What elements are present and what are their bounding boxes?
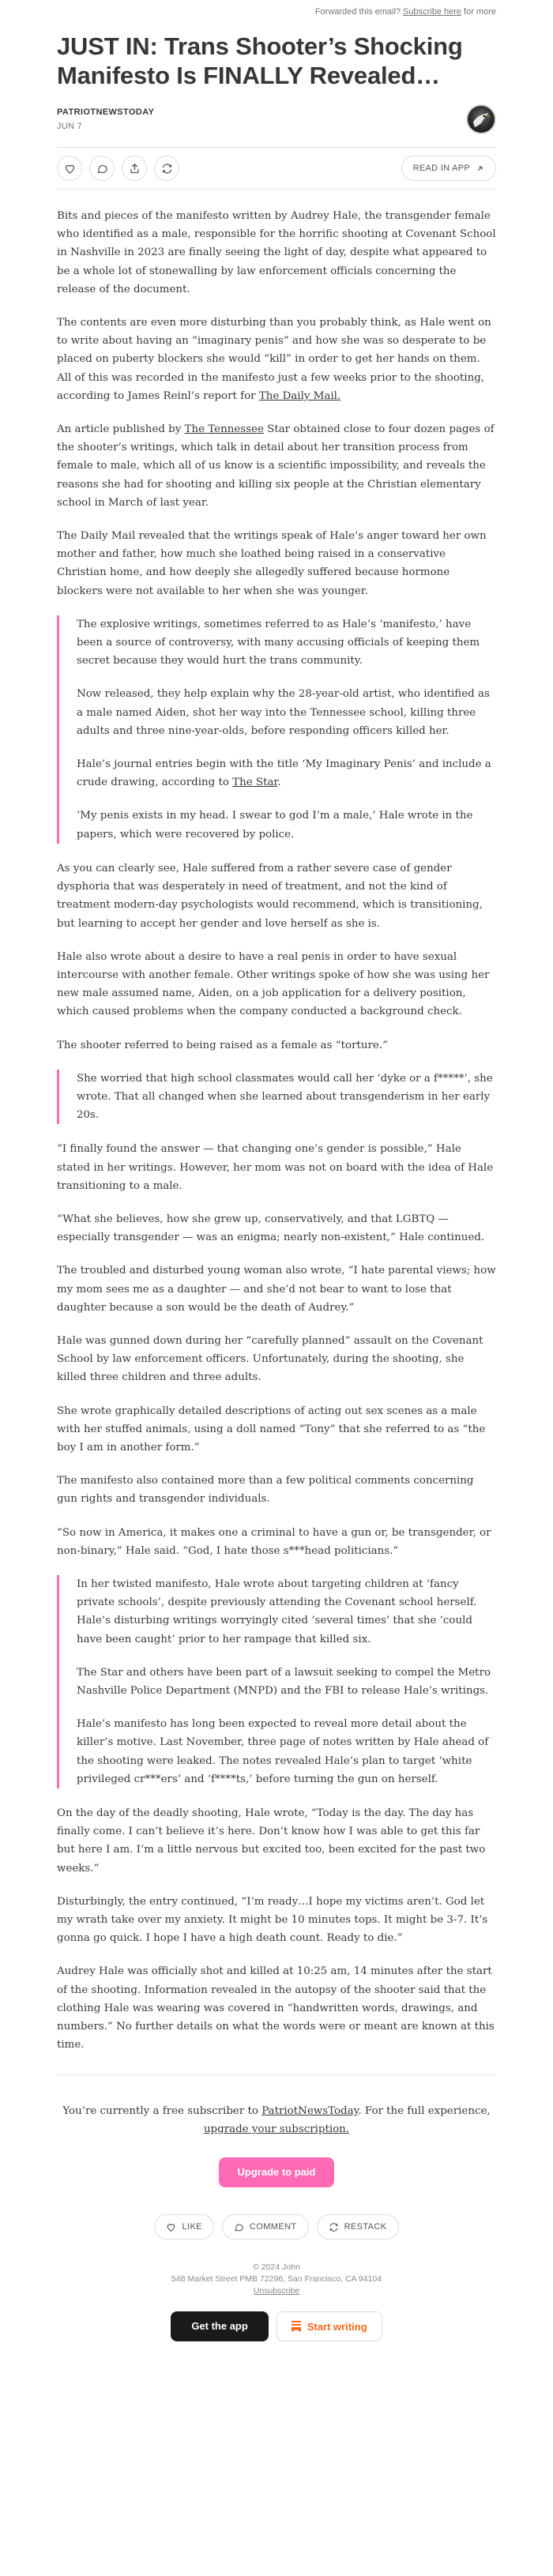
- paragraph: As you can clearly see, Hale suffered from a rather severe case of gender dysphoria that was desperately in need of treatment, and not the kind of treatment modern-day psychologists would recommend, which is transitioning, but learning to accept her gender and love herself as she is.: [57, 862, 483, 930]
- post-date: JUN 7: [57, 122, 83, 131]
- quote-paragraph: Hale’s journal entries begin with the title ‘My Imaginary Penis’ and include a crude drawing, according to The Star.: [77, 758, 491, 789]
- paragraph-text: An article published by: [57, 423, 182, 436]
- paragraph: The troubled and disturbed young woman also wrote, “I hate parental views; how my mom sees me as a daughter — and she’d not bear to want to lose that daughter because a son would be the death of Audrey.”: [57, 1265, 496, 1314]
- publication-link[interactable]: PatriotNewsToday: [261, 2105, 359, 2118]
- paragraph: Hale also wrote about a desire to have a real penis in order to have sexual intercourse with another female. Other writings spoke of how she was using her new male assumed name, Aiden, on a job application for a delivery position, which caused problems when the company conducted a background check.: [57, 950, 490, 1018]
- post-body: [57, 207, 496, 2054]
- blockquote: [57, 1070, 496, 1125]
- comment-icon: [234, 2222, 244, 2232]
- get-app-button[interactable]: Get the app: [171, 2311, 269, 2341]
- blockquote: [57, 615, 496, 844]
- heart-icon: [64, 163, 76, 175]
- subscribe-link[interactable]: Subscribe here: [403, 7, 462, 17]
- byline: [57, 104, 496, 134]
- read-in-app-label: READ IN APP: [412, 164, 470, 173]
- post-title[interactable]: JUST IN: Trans Shooter’s Shocking Manifesto Is FINALLY Revealed…: [57, 32, 463, 89]
- restack-pill-button[interactable]: [317, 2214, 399, 2239]
- eagle-icon: [470, 108, 492, 130]
- paragraph: Audrey Hale was officially shot and killed at 10:25 am, 14 minutes after the start of the shooting. Information revealed in the autopsy of the shooter said that the clothing Hale was wearing was covered in “handwritten words, drawings, and numbers.” No further details on what the words were or meant are known at this time.: [57, 1965, 495, 2051]
- upgrade-link[interactable]: upgrade your subscription.: [203, 2123, 350, 2136]
- paragraph: Hale was gunned down during her “carefully planned” assault on the Covenant School by law enforcement officers. Unfortunately, during the shooting, she killed three children and three adults.: [57, 1334, 483, 1384]
- heart-icon: [166, 2222, 176, 2232]
- notice-text: . For the full experience,: [358, 2105, 491, 2118]
- quote-paragraph: She worried that high school classmates would call her ‘dyke or a f*****’, she wrote. That all changed when she learned about transgenderism in her early 20s.: [77, 1072, 493, 1122]
- quote-paragraph: The Star and others have been part of a lawsuit seeking to compel the Metro Nashville Police Department (MNPD) and the FBI to release Hale’s writings.: [77, 1666, 491, 1697]
- paragraph-text: The contents are even more disturbing than you probably think, as Hale went on to write about having an “imaginary penis” and how she was so desperate to be placed on puberty blockers she would “kill” in order to get her hands on them. All of this was recorded in the manifesto just a few weeks prior to the shooting, according to James Reinl’s report for: [57, 317, 491, 402]
- notice-text: You’re currently a free subscriber to: [62, 2105, 258, 2118]
- comment-label: COMMENT: [249, 2222, 297, 2232]
- restack-label: RESTACK: [344, 2222, 387, 2232]
- paragraph: [57, 420, 496, 512]
- blockquote: [57, 1575, 496, 1788]
- paragraph: On the day of the deadly shooting, Hale wrote, “Today is the day. The day has finally come. I can’t believe it’s here. Don’t know how I was able to get this far but here I am. I’m a little nervous but excited too, been excited for the past two weeks.”: [57, 1807, 486, 1875]
- paragraph: [57, 314, 496, 405]
- address: 548 Market Street PMB 72296, San Francisco, CA 94104: [171, 2274, 382, 2285]
- paragraph-text: Star obtained close to four dozen pages of the shooter’s writings, which talk in detail about her transition process from female to male, which all of us know is a scientific impossibility, and reveals the reasons she had for shooting and killing six people at the Christian elementary school in March of last year.: [57, 423, 495, 509]
- quote-paragraph: The explosive writings, sometimes referred to as Hale’s ‘manifesto,’ have been a source of controversy, with many accusing officials of keeping them secret because they would hurt the trans community.: [77, 618, 480, 668]
- quote-paragraph: In her twisted manifesto, Hale wrote about targeting children at ‘fancy private schools’, despite previously attending the Covenant school herself. Hale’s disturbing writings worryingly cited ‘several times’ that she ‘could have been caught’ prior to her rampage that killed six.: [77, 1578, 477, 1645]
- reaction-bar: [57, 2214, 496, 2239]
- paragraph: Disturbingly, the entry continued, “I’m ready…I hope my victims aren’t. God let my wrath take over my anxiety. It might be 10 minutes tops. It might be 3-7. It’s gonna go quick. I hope I have a high death count. Ready to die.”: [57, 1895, 488, 1945]
- paragraph: “So now in America, it makes one a criminal to have a gun or, be transgender, or non-binary,” Hale said. “God, I hate those s***head politicians.”: [57, 1526, 491, 1557]
- like-pill-button[interactable]: [154, 2214, 213, 2239]
- quote-paragraph: Now released, they help explain why the 28-year-old artist, who identified as a male named Aiden, shot her way into the Tennessee school, killing three adults and three nine-year-olds, before responding officers killed her.: [77, 688, 490, 737]
- quote-text: Hale’s journal entries begin with the title ‘My Imaginary Penis’ and include a crude drawing, according to: [77, 758, 491, 789]
- like-button[interactable]: [57, 156, 82, 181]
- like-label: LIKE: [182, 2222, 202, 2232]
- subscription-footer: [57, 2074, 496, 2360]
- tennessee-link[interactable]: The Tennessee: [184, 423, 264, 436]
- paragraph: The shooter referred to being raised as a female as “torture.”: [57, 1039, 388, 1051]
- substack-logo-icon: [292, 2321, 301, 2332]
- comment-pill-button[interactable]: [222, 2214, 309, 2239]
- paragraph: “What she believes, how she grew up, conservatively, and that LGBTQ — especially transgender — was an enigma; nearly non-existent,” Hale continued.: [57, 1213, 485, 1244]
- paragraph: The manifesto also contained more than a few political comments concerning gun rights and transgender individuals.: [57, 1475, 474, 1506]
- read-in-app-button[interactable]: [401, 156, 496, 181]
- paragraph: “I finally found the answer — that changing one’s gender is possible,” Hale stated in her writings. However, her mom was not on board with the idea of Hale transitioning to a male.: [57, 1143, 494, 1192]
- upgrade-button[interactable]: Upgrade to paid: [219, 2157, 335, 2187]
- external-arrow-icon: [476, 164, 484, 173]
- unsubscribe-link[interactable]: Unsubscribe: [253, 2286, 300, 2296]
- restack-icon: [161, 163, 173, 175]
- forwarded-text: Forwarded this email?: [314, 7, 401, 17]
- subscriber-notice: [57, 2102, 496, 2138]
- paragraph: She wrote graphically detailed descriptions of acting out sex scenes as a male with her stuffed animals, using a doll named “Tony” that she referred to as “the boy I am in another form.”: [57, 1405, 486, 1453]
- share-icon: [129, 163, 141, 175]
- post-action-bar: [57, 147, 496, 190]
- for-more-text: for more: [464, 7, 496, 17]
- the-star-link[interactable]: The Star: [232, 777, 278, 789]
- quote-paragraph: ‘My penis exists in my head. I swear to god I’m a male,’ Hale wrote in the papers, which were recovered by police.: [77, 810, 473, 840]
- start-writing-button[interactable]: [276, 2311, 382, 2341]
- share-button[interactable]: [122, 156, 147, 181]
- app-buttons: [57, 2311, 496, 2360]
- paragraph: Bits and pieces of the manifesto written by Audrey Hale, the transgender female who identified as a male, responsible for the horrific shooting at Covenant School in Nashville in 2023 are finally seeing the light of day, despite what appeared to be a whole lot of stonewalling by law enforcement officials concerning the release of the document.: [57, 210, 496, 295]
- paragraph: The Daily Mail revealed that the writings speak of Hale’s anger toward her own mother and father, how much she loathed being raised in a conservative Christian home, and how deeply she allegedly suffered because hormone blockers were not available to her when she was younger.: [57, 530, 487, 597]
- author-name[interactable]: PATRIOTNEWSTODAY: [57, 107, 155, 117]
- restack-icon: [329, 2222, 339, 2232]
- copyright: © 2024 John: [253, 2262, 300, 2273]
- comment-button[interactable]: [89, 156, 115, 181]
- restack-button[interactable]: [154, 156, 179, 181]
- quote-paragraph: Hale’s manifesto has long been expected to reveal more detail about the killer’s motive. Last November, three page of notes written by Hale ahead of the shooting were leaked. The notes revealed Hale’s plan to target ‘white privileged cr***ers’ and ‘f****ts,’ before turning the gun on herself.: [77, 1718, 489, 1785]
- daily-mail-link[interactable]: The Daily Mail.: [258, 389, 341, 402]
- forward-bar: [0, 0, 553, 24]
- legal-footer: [57, 2262, 496, 2297]
- start-writing-label: Start writing: [307, 2320, 367, 2333]
- avatar[interactable]: [466, 104, 496, 134]
- comment-icon: [96, 163, 108, 175]
